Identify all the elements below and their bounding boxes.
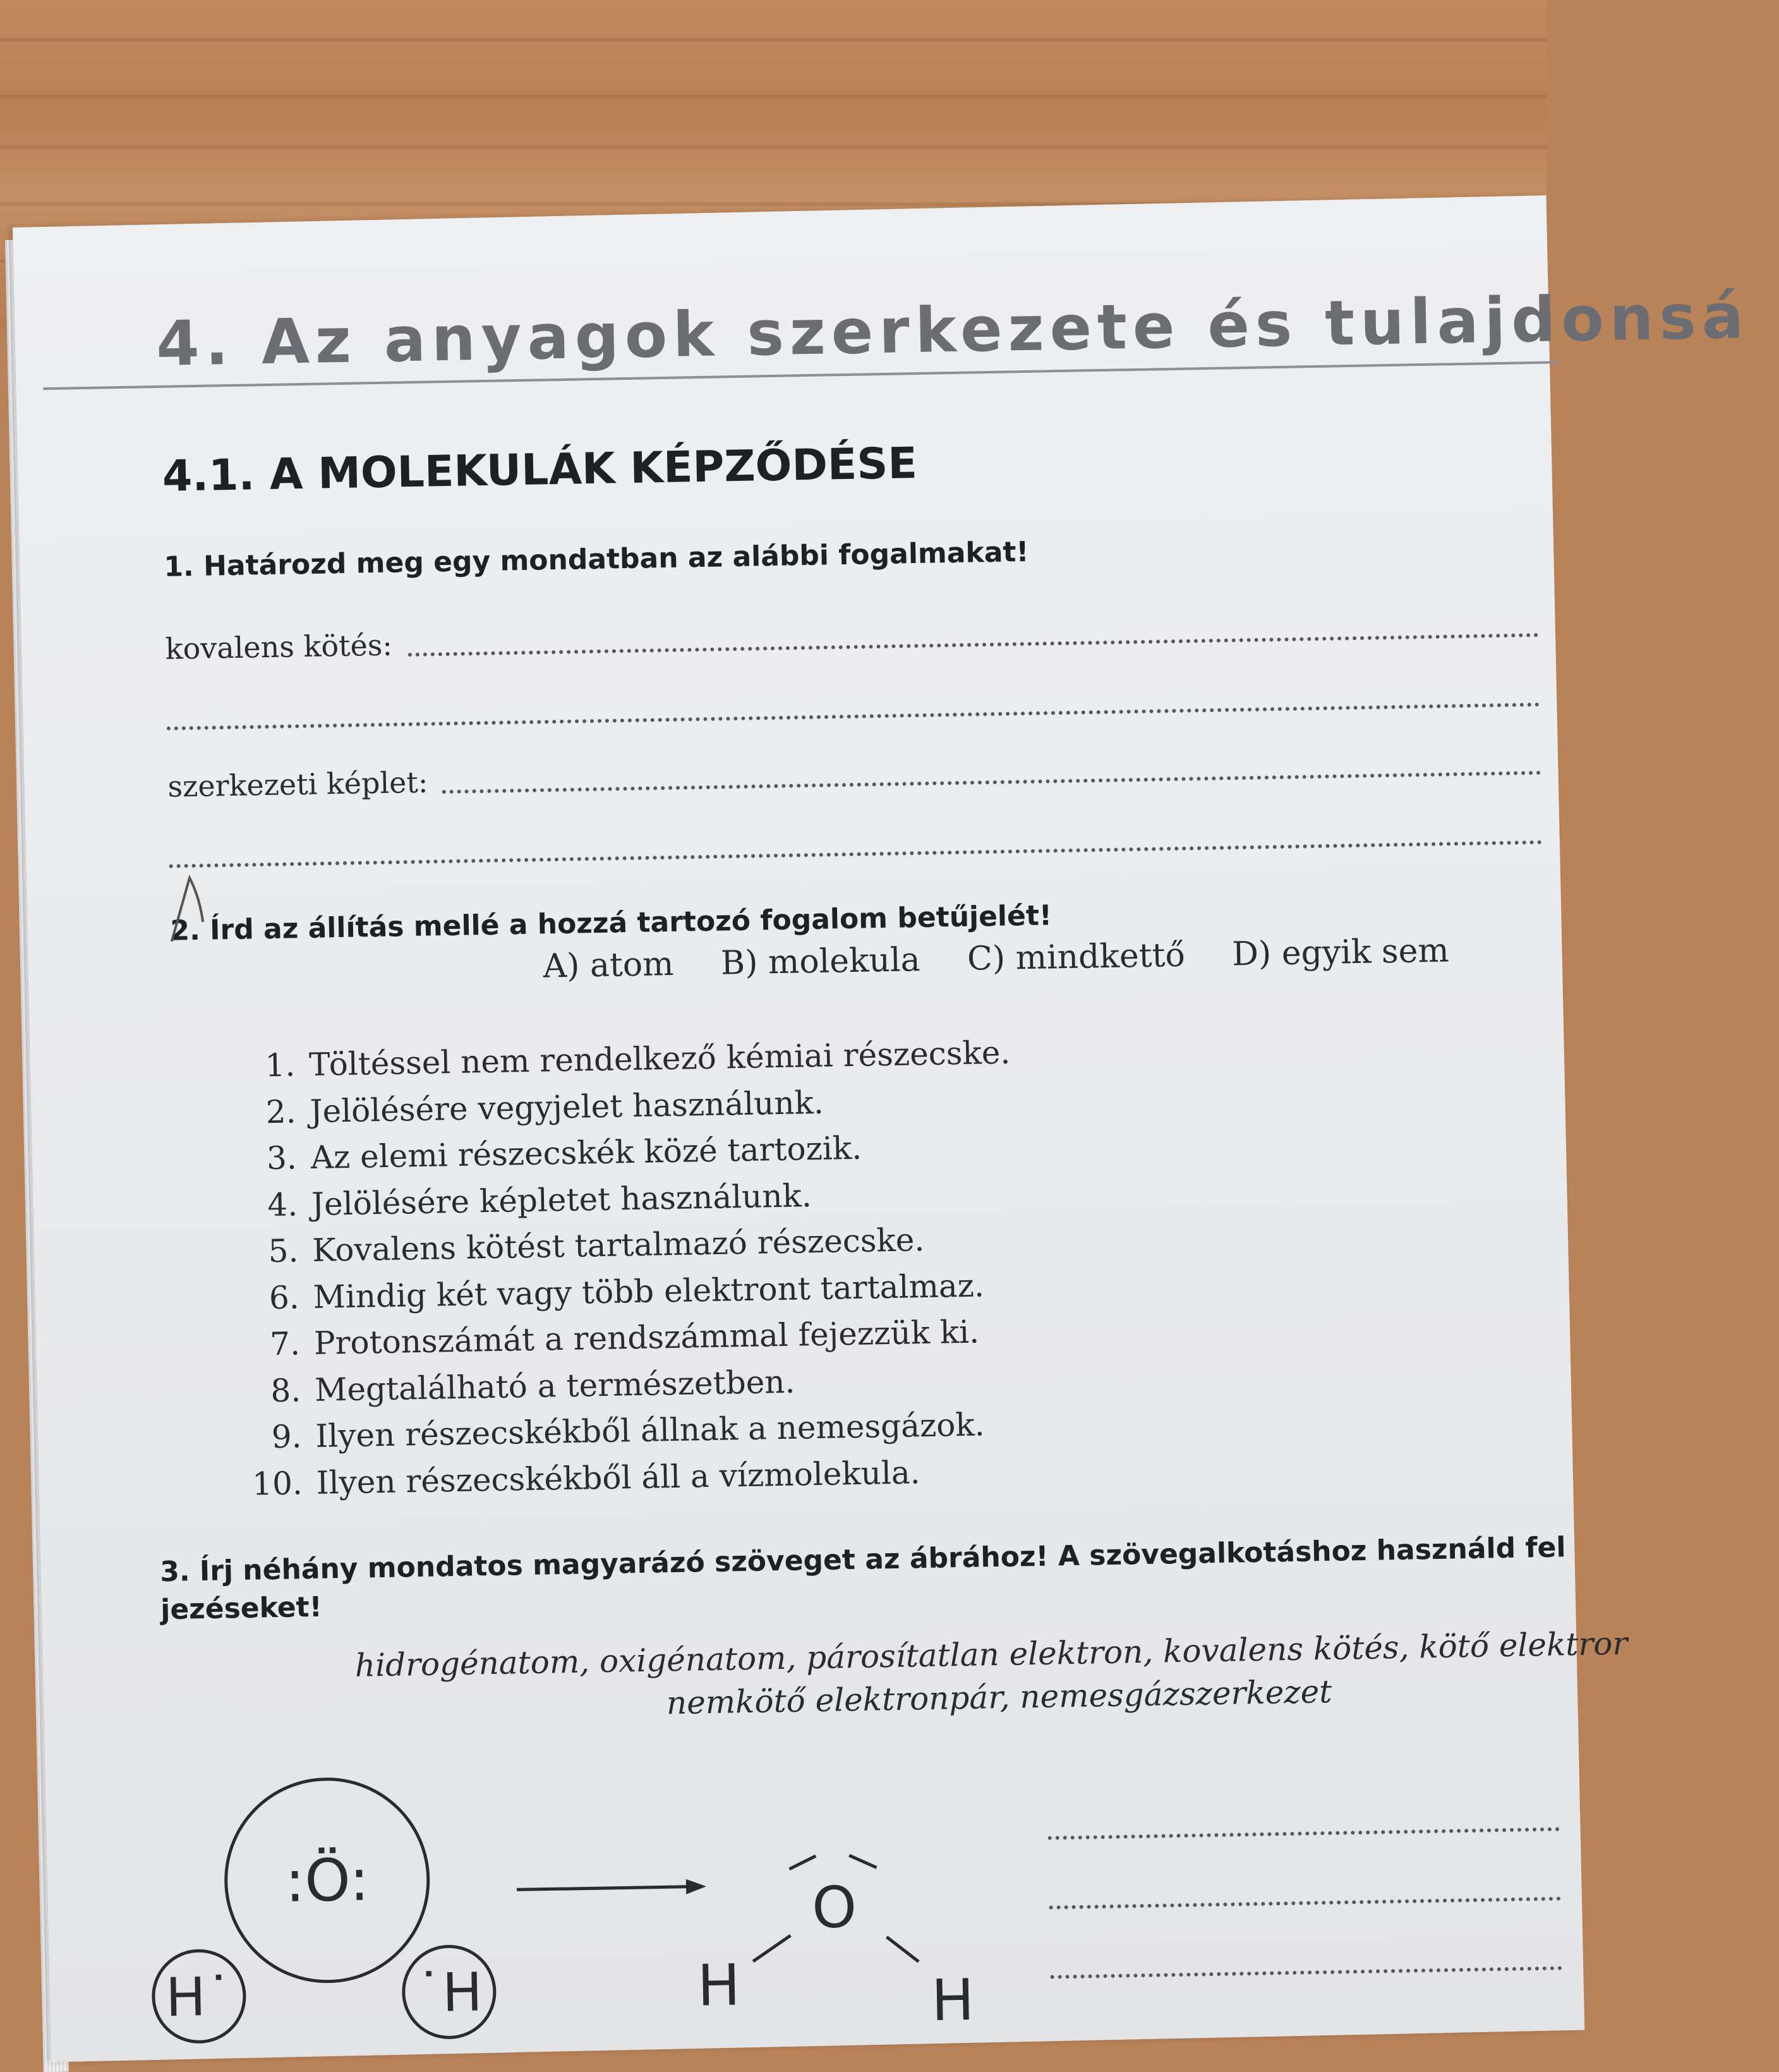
lone-pair-right — [849, 1855, 876, 1868]
term-szerkezeti-keplet: szerkezeti képlet: — [167, 765, 428, 804]
list-item: 1. Töltéssel nem rendelkező kémiai részecske. — [265, 1034, 1011, 1084]
list-item: 8. Megtalálható a természetben. — [270, 1363, 795, 1409]
hydrogen-right-label: ˙H — [415, 1961, 483, 2025]
task3-terms-line1: hidrogénatom, oxigénatom, párosítatlan elektron, kovalens kötés, kötő elektror — [354, 1625, 1628, 1684]
product-oxygen-label: O — [811, 1874, 857, 1942]
list-item: 6. Mindig két vagy több elektront tartalmaz. — [268, 1266, 985, 1316]
option-b: B) molekula — [720, 941, 921, 983]
list-item: 7. Protonszámát a rendszámmal fejezzük ki. — [269, 1313, 980, 1363]
option-a: A) atom — [543, 945, 674, 986]
option-d: D) egyik sem — [1231, 931, 1450, 974]
list-item: 3. Az elemi részecskék közé tartozik. — [266, 1129, 862, 1177]
list-item: 9. Ilyen részecskékből állnak a nemesgázok. — [271, 1406, 986, 1456]
hydrogen-left-label: H˙ — [165, 1965, 233, 2029]
option-c: C) mindkettő — [967, 936, 1186, 978]
list-item: 5. Kovalens kötést tartalmazó részecske. — [268, 1221, 925, 1270]
arrow-right-icon — [686, 1879, 706, 1894]
list-item: 4. Jelölésére képletet használunk. — [267, 1177, 812, 1223]
product-hydrogen-left-label: H — [697, 1952, 741, 2020]
pencil-mark — [164, 871, 216, 948]
list-item: 2. Jelölésére vegyjelet használunk. — [265, 1084, 824, 1130]
task1-heading: 1. Határozd meg egy mondatban az alábbi fogalmakat! — [164, 535, 1029, 583]
term-kovalens-kotes: kovalens kötés: — [165, 627, 393, 666]
task3-terms-line2: nemkötő elektronpár, nemesgázszerkezet — [666, 1673, 1332, 1722]
bond-right-line — [886, 1936, 919, 1962]
product-hydrogen-right-label: H — [931, 1966, 975, 2034]
lone-pair-left — [789, 1856, 816, 1869]
list-item: 10. Ilyen részecskékből áll a vízmolekula. — [251, 1453, 920, 1503]
chapter-title: 4. Az anyagok szerkezete és tulajdonsá — [155, 281, 1750, 381]
reaction-arrow-line — [517, 1887, 695, 1890]
task3-heading-line2: jezéseket! — [160, 1590, 323, 1627]
oxygen-lewis-label: :Ö: — [284, 1846, 370, 1915]
bond-left-line — [752, 1936, 791, 1961]
task3-heading: 3. Írj néhány mondatos magyarázó szöveget az ábrához! A szövegalkotáshoz használd fel — [159, 1531, 1566, 1589]
section-title: 4.1. A MOLEKULÁK KÉPZŐDÉSE — [162, 439, 918, 502]
task2-heading: 2. Írd az állítás mellé a hozzá tartozó fogalom betűjelét! — [170, 899, 1052, 947]
